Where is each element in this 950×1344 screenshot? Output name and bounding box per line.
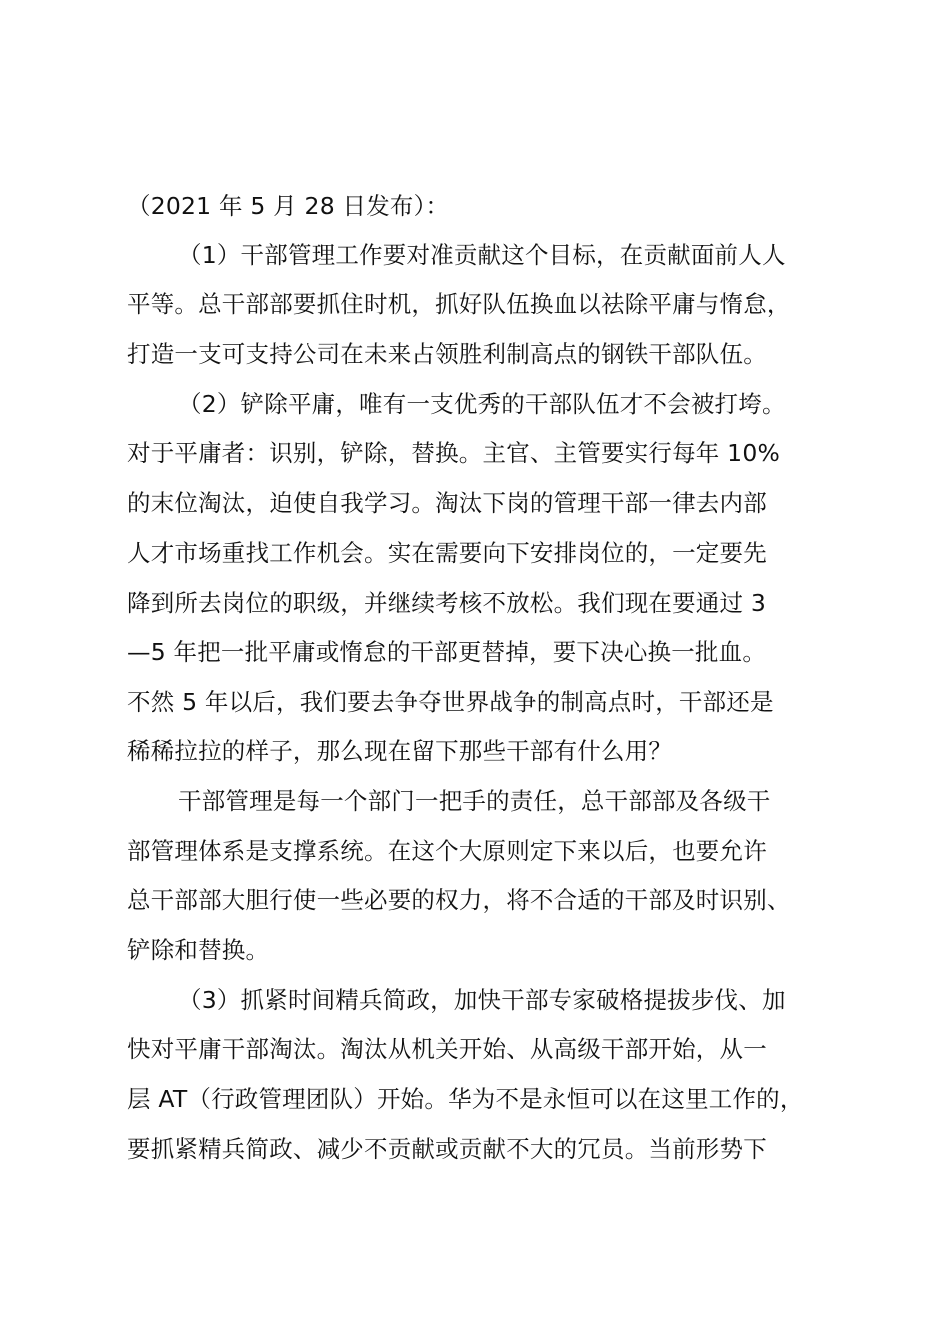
- paragraph-4-line-4: 要抓紧精兵简政、减少不贡献或贡献不大的冗员。当前形势下: [127, 1135, 767, 1163]
- paragraph-2-line-3: 的末位淘汰，迫使自我学习。淘汰下岗的管理干部一律去内部: [127, 489, 767, 517]
- paragraph-3-line-4: 铲除和替换。: [127, 936, 270, 964]
- paragraph-2-line-8: 稀稀拉拉的样子，那么现在留下那些干部有什么用？: [127, 737, 673, 765]
- paragraph-3-line-1: 干部管理是每一个部门一把手的责任，总干部部及各级干: [178, 787, 771, 815]
- paragraph-2-line-4: 人才市场重找工作机会。实在需要向下安排岗位的，一定要先: [127, 539, 767, 567]
- paragraph-1-line-1: （1）干部管理工作要对准贡献这个目标，在贡献面前人人: [178, 241, 786, 269]
- paragraph-3-line-2: 部管理体系是支撑系统。在这个大原则定下来以后，也要允许: [127, 837, 767, 865]
- paragraph-4-line-2: 快对平庸干部淘汰。淘汰从机关开始、从高级干部开始，从一: [127, 1035, 767, 1063]
- paragraph-4-line-1: （3）抓紧时间精兵简政，加快干部专家破格提拔步伐、加: [178, 986, 786, 1014]
- date-line: （2021 年 5 月 28 日发布）：: [127, 192, 450, 220]
- paragraph-4-line-3: 层 AT（行政管理团队）开始。华为不是永恒可以在这里工作的，: [127, 1085, 804, 1113]
- paragraph-2-line-6: —5 年把一批平庸或惰怠的干部更替掉，要下决心换一批血。: [127, 638, 767, 666]
- paragraph-2-line-2: 对于平庸者：识别，铲除，替换。主官、主管要实行每年 10%: [127, 439, 781, 467]
- paragraph-1-line-2: 平等。总干部部要抓住时机，抓好队伍换血以祛除平庸与惰怠，: [127, 290, 791, 318]
- paragraph-2-line-5: 降到所去岗位的职级，并继续考核不放松。我们现在要通过 3: [127, 589, 767, 617]
- paragraph-2-line-1: （2）铲除平庸，唯有一支优秀的干部队伍才不会被打垮。: [178, 390, 786, 418]
- paragraph-2-line-7: 不然 5 年以后，我们要去争夺世界战争的制高点时，干部还是: [127, 688, 774, 716]
- paragraph-1-line-3: 打造一支可支持公司在未来占领胜利制高点的钢铁干部队伍。: [127, 340, 767, 368]
- paragraph-3-line-3: 总干部部大胆行使一些必要的权力，将不合适的干部及时识别、: [127, 886, 791, 914]
